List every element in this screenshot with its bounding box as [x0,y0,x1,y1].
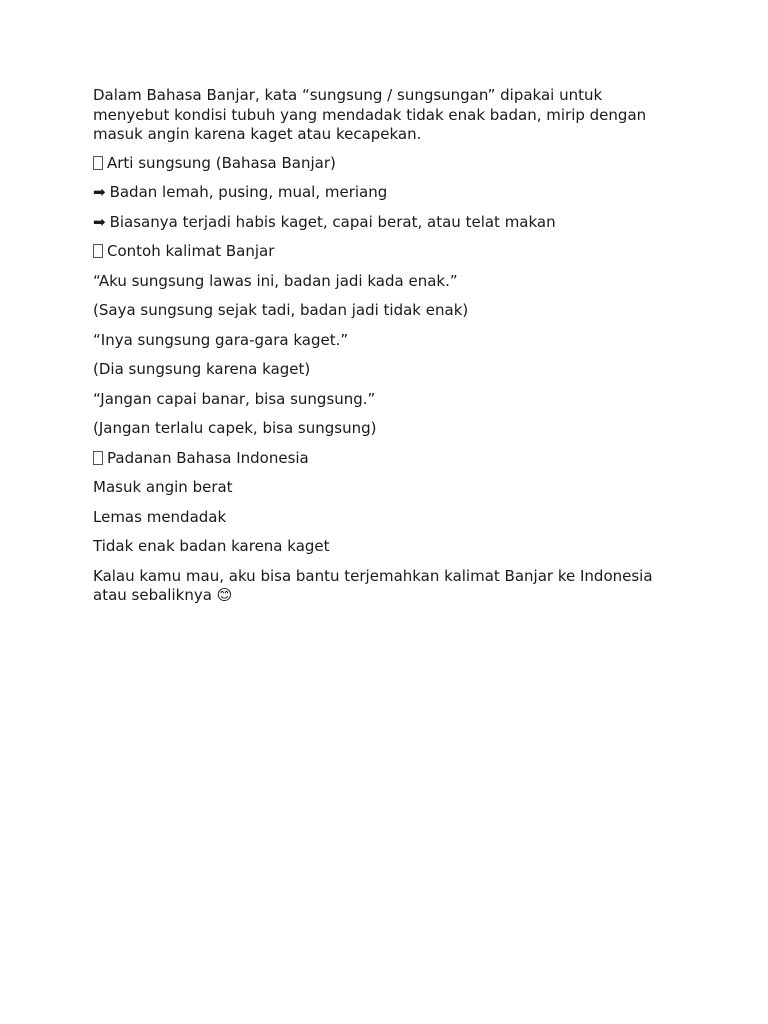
example-translation: (Jangan terlalu capek, bisa sungsung) [93,419,377,437]
missing-glyph-icon [93,156,103,170]
meaning-item-text: Badan lemah, pusing, mual, meriang [109,183,388,201]
document-body [93,86,683,616]
section-heading-label: Arti sungsung (Bahasa Banjar) [107,153,336,172]
section-heading-label: Contoh kalimat Banjar [107,242,275,260]
closing-paragraph: Kalau kamu mau, aku bisa bantu terjemahkan kalimat Banjar ke Indonesia atau sebaliknya 😊 [93,566,653,604]
right-arrow-icon: ➡ [93,183,106,201]
section-heading-examples [93,242,683,262]
section-heading-label: Padanan Bahasa Indonesia [107,448,309,467]
example-sentence: “Inya sungsung gara-gara kaget.” [93,330,349,349]
meaning-item [93,183,683,203]
right-arrow-icon: ➡ [93,212,106,231]
example-sentence: “Aku sungsung lawas ini, badan jadi kada enak.” [93,271,458,290]
equivalent-item: Tidak enak badan karena kaget [93,537,330,555]
section-heading-meaning [93,154,683,174]
example-sentence: “Jangan capai banar, bisa sungsung.” [93,389,376,408]
equivalent-item: Masuk angin berat [93,478,233,496]
equivalent-item: Lemas mendadak [93,507,227,526]
example-translation: (Dia sungsung karena kaget) [93,360,311,378]
missing-glyph-icon [93,451,103,465]
intro-paragraph: Dalam Bahasa Banjar, kata “sungsung / sungsungan” dipakai untuk menyebut kondisi tubuh yang mendadak tidak enak badan, mirip dengan masuk angin karena kaget atau kecapekan. [93,86,647,143]
meaning-item-text: Biasanya terjadi habis kaget, capai berat, atau telat makan [109,212,556,231]
section-heading-equivalents [93,449,683,469]
example-translation: (Saya sungsung sejak tadi, badan jadi tidak enak) [93,301,469,319]
meaning-item [93,213,683,233]
missing-glyph-icon [93,244,103,258]
